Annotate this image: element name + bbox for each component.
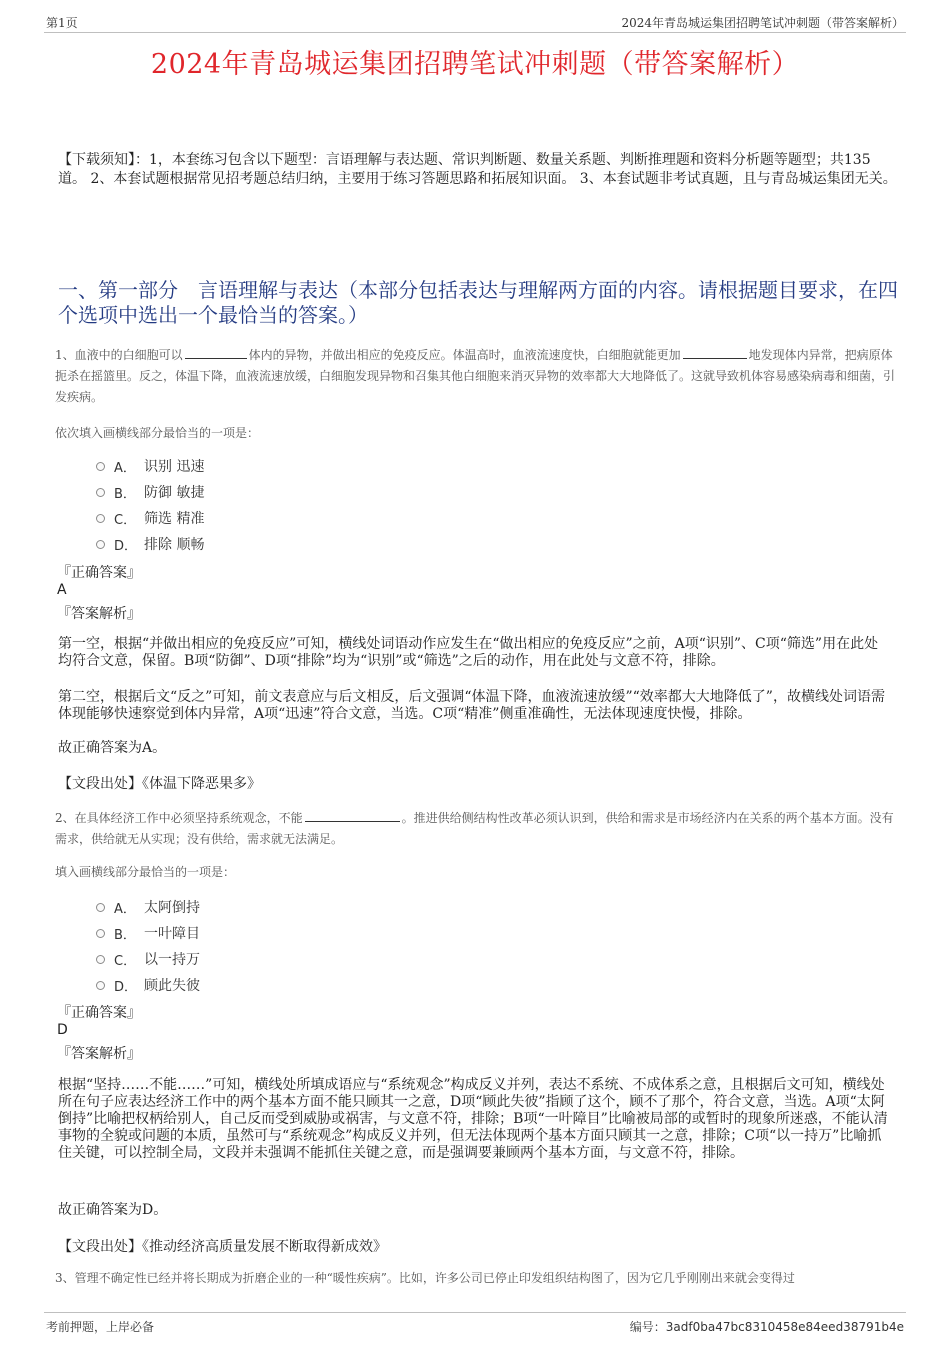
document-code: 编号：3adf0ba47bc8310458e84eed38791b4e xyxy=(629,1320,904,1334)
radio-button[interactable] xyxy=(96,981,105,990)
question-3-stem: 3、管理不确定性已经并将长期成为折磨企业的一种“暖性疾病”。比如，许多公司已停止印发组织结构图了，因为它几乎刚刚出来就会变得过 xyxy=(55,1271,795,1285)
question-1-stem xyxy=(55,345,900,408)
running-title: 2024年青岛城运集团招聘笔试冲刺题（带答案解析） xyxy=(621,16,904,30)
analysis-conclusion: 故正确答案为D。 xyxy=(58,1202,168,1218)
analysis-paragraph: 根据“坚持……不能……”可知，横线处所填成语应与“系统观念”构成反义并列，表达不系统、不成体系之意，且根据后文可知，横线处所在句子应表达经济工作中的两个基本方面不能只顾其一之意，D项“顾此失彼”指顾了这个，顾不了那个，符合文意，当选。A项“太阿倒持”比喻把权柄给别人，自己反而受到威胁或祸害，与文意不符，排除；B项“一叶障目”比喻被局部的或暂时的现象所迷惑，不能认清事物的全貌或问题的本质，虽然可与“系统观念”构成反义并列，但无法体现两个基本方面只顾其一之意，排除；C项“以一持万”比喻抓住关键，可以控制全局，文段并未强调不能抓住关键之意，而是强调要兼顾两个基本方面，与文意不符，排除。 xyxy=(58,1077,888,1161)
passage-source: 【文段出处】《推动经济高质量发展不断取得新成效》 xyxy=(58,1239,387,1255)
radio-button[interactable] xyxy=(96,955,105,964)
option-c[interactable]: C． 以一持万 xyxy=(96,946,200,972)
radio-button[interactable] xyxy=(96,488,105,497)
fill-blank xyxy=(305,809,400,822)
option-b[interactable]: B． 防御 敏捷 xyxy=(96,479,204,505)
option-c[interactable]: C． 筛选 精准 xyxy=(96,505,204,531)
radio-button[interactable] xyxy=(96,903,105,912)
correct-answer-label: 『正确答案』 xyxy=(57,1005,141,1021)
question-2-options xyxy=(96,894,200,998)
question-1-text-part-2: 体内的异物，并做出相应的免疫反应。体温高时，血液流速度快，白细胞就能更加 xyxy=(248,348,681,362)
option-a[interactable]: A． 太阿倒持 xyxy=(96,894,200,920)
question-2-prompt: 填入画横线部分最恰当的一项是： xyxy=(55,865,236,879)
question-1-prompt: 依次填入画横线部分最恰当的一项是： xyxy=(55,426,260,440)
analysis-label: 『答案解析』 xyxy=(57,1046,141,1062)
download-notice: 【下载须知】：1，本套练习包含以下题型：言语理解与表达题、常识判断题、数量关系题、判断推理题和资料分析题等题型；共135道。 2、本套试题根据常见招考题总结归纳，主要用于练习答题思路和拓展知识面。 3、本套试题非考试真题，且与青岛城运集团无关。 xyxy=(58,152,897,187)
analysis-paragraph: 第一空，根据“并做出相应的免疫反应”可知，横线处词语动作应发生在“做出相应的免疫反应”之前，A项“识别”、C项“筛选”用在此处均符合文意，保留。B项“防御”、D项“排除”均为“识别”或“筛选”之后的动作，用在此处与文意不符，排除。 xyxy=(58,636,879,669)
option-b[interactable]: B． 一叶障目 xyxy=(96,920,200,946)
correct-answer-label: 『正确答案』 xyxy=(57,565,141,581)
radio-button[interactable] xyxy=(96,514,105,523)
question-1-options xyxy=(96,453,204,557)
option-d[interactable]: D． 排除 顺畅 xyxy=(96,531,204,557)
page-number: 第1页 xyxy=(46,16,78,30)
page-footer xyxy=(44,1312,906,1337)
question-1-text-part-1: 1、血液中的白细胞可以 xyxy=(55,348,183,362)
correct-answer: D xyxy=(57,1022,68,1038)
question-2-text-part-2: 。推进供给侧结构性改革必须认识到，供给和需求是市场经济内在关系的两个基本方面。没有需求，供给就无从实现；没有供给，需求就无法满足。 xyxy=(55,811,894,846)
page-header xyxy=(44,14,906,33)
document-title: 2024年青岛城运集团招聘笔试冲刺题（带答案解析） xyxy=(150,49,800,80)
footer-slogan: 考前押题，上岸必备 xyxy=(46,1320,155,1334)
question-2-stem xyxy=(55,808,900,850)
question-2-text-part-1: 2、在具体经济工作中必须坚持系统观念，不能 xyxy=(55,811,303,825)
fill-blank xyxy=(185,346,247,359)
correct-answer: A xyxy=(57,582,67,598)
section-heading: 一、第一部分 言语理解与表达（本部分包括表达与理解两方面的内容。请根据题目要求，在四个选项中选出一个最恰当的答案。） xyxy=(58,278,898,327)
fill-blank xyxy=(683,346,747,359)
analysis-conclusion: 故正确答案为A。 xyxy=(58,740,167,756)
question-1-text-part-3: 地发现体内异常，把病原体扼杀在摇篮里。反之，体温下降，血液流速放缓，白细胞发现异物和召集其他白细胞来消灭异物的效率都大大地降低了。这就导致机体容易感染病毒和细菌，引发疾病。 xyxy=(55,348,896,404)
option-d[interactable]: D． 顾此失彼 xyxy=(96,972,200,998)
analysis-label: 『答案解析』 xyxy=(57,606,141,622)
radio-button[interactable] xyxy=(96,462,105,471)
option-a[interactable]: A． 识别 迅速 xyxy=(96,453,204,479)
passage-source: 【文段出处】《体温下降恶果多》 xyxy=(58,776,261,792)
analysis-paragraph: 第二空，根据后文“反之”可知，前文表意应与后文相反，后文强调“体温下降，血液流速放缓”“效率都大大地降低了”，故横线处词语需体现能够快速察觉到体内异常，A项“迅速”符合文意，当选。C项“精准”侧重准确性，无法体现速度快慢，排除。 xyxy=(58,689,885,722)
radio-button[interactable] xyxy=(96,929,105,938)
radio-button[interactable] xyxy=(96,540,105,549)
